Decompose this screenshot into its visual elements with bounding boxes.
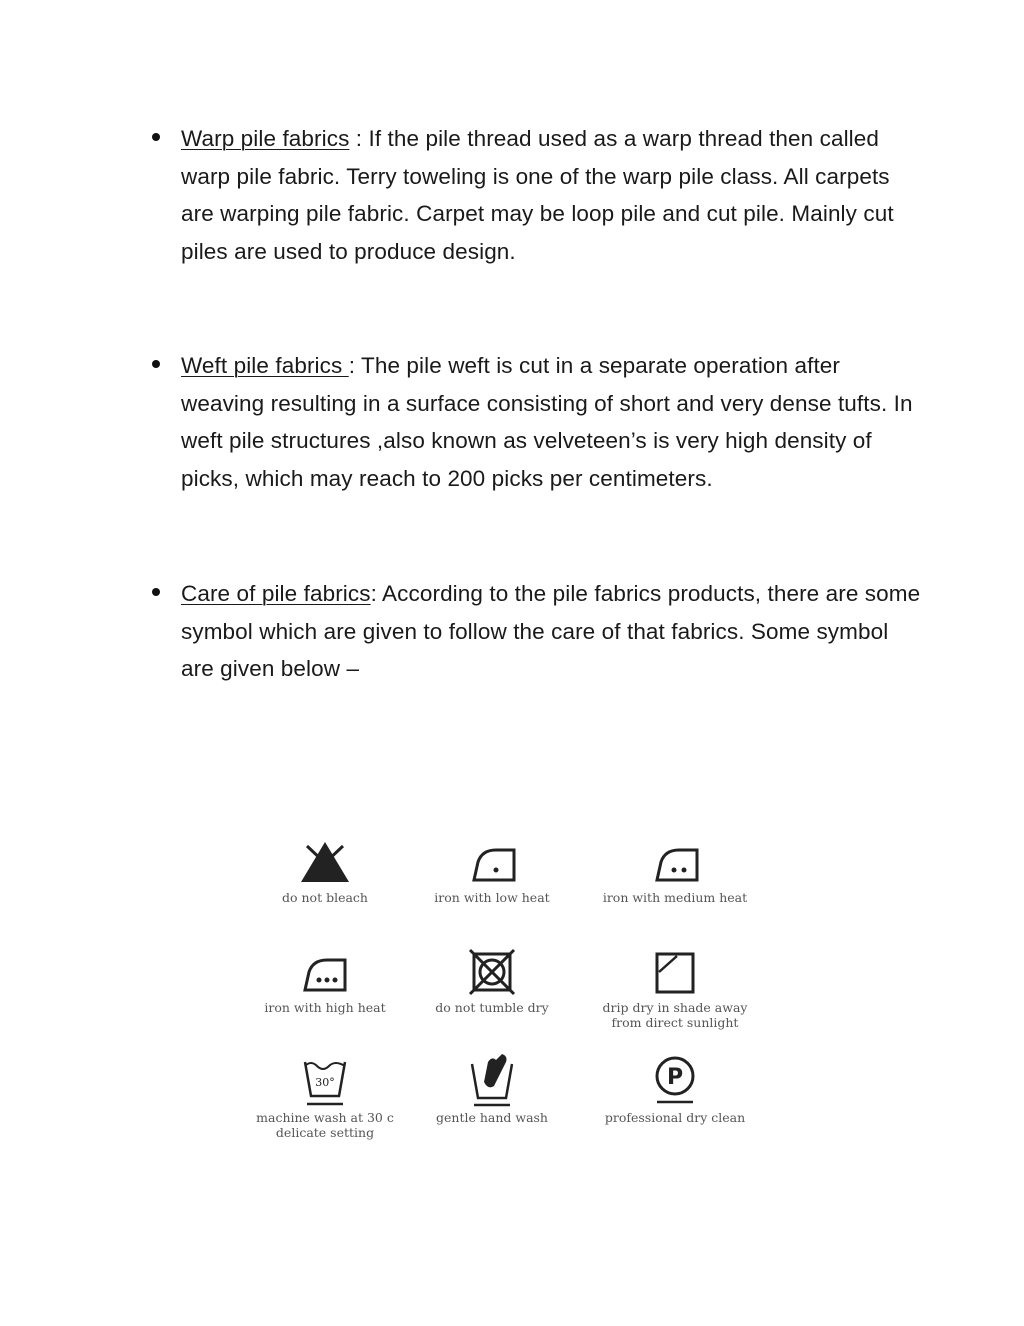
do-not-bleach-icon (295, 838, 355, 888)
symbol-label: do not tumble dry (435, 1000, 549, 1015)
item-heading: Care of pile fabrics (181, 581, 371, 606)
iron-low-heat-icon (462, 838, 522, 888)
symbol-label: iron with high heat (264, 1000, 386, 1015)
care-symbol (590, 948, 760, 1030)
bullet-icon (152, 133, 160, 141)
care-symbol (407, 1052, 577, 1125)
symbol-label: iron with low heat (434, 890, 550, 905)
gentle-hand-wash-icon (462, 1052, 522, 1108)
item-heading: Warp pile fabrics (181, 126, 350, 151)
symbol-label: drip dry in shade away from direct sunlight (602, 1000, 748, 1030)
list-item-care (152, 575, 922, 688)
iron-medium-heat-icon (645, 838, 705, 888)
iron-high-heat-icon (295, 948, 355, 998)
item-heading: Weft pile fabrics (181, 353, 349, 378)
care-symbol (590, 1052, 760, 1125)
care-symbol (240, 838, 410, 905)
item-text: : The pile weft is cut in a separate operation after weaving resulting in a surface consisting of short and very dense tufts. In weft pile structures ,also known as velveteen’s is very high density of picks, which may reach to 200 picks per centimeters. (181, 353, 913, 491)
item-text: : According to the pile fabrics products, there are some symbol which are given to follow the care of that fabrics. Some symbol are given below – (181, 581, 921, 681)
care-symbols-figure (256, 830, 760, 1170)
symbol-label: professional dry clean (604, 1110, 746, 1125)
symbol-label: gentle hand wash (436, 1110, 548, 1125)
care-symbol (407, 838, 577, 905)
do-not-tumble-dry-icon (462, 948, 522, 998)
care-symbol (407, 948, 577, 1015)
machine-wash-30-icon (295, 1052, 355, 1108)
care-symbol (240, 948, 410, 1015)
professional-dry-clean-icon (645, 1052, 705, 1108)
paragraph (181, 575, 922, 688)
symbol-label: iron with medium heat (602, 890, 748, 905)
list-item-weft-pile (152, 347, 922, 497)
drip-dry-shade-icon (645, 948, 705, 998)
list-item-warp-pile (152, 120, 922, 270)
bullet-icon (152, 588, 160, 596)
symbol-label: do not bleach (282, 890, 368, 905)
paragraph (181, 120, 922, 270)
care-symbol (240, 1052, 410, 1140)
item-text: : If the pile thread used as a warp thread then called warp pile fabric. Terry toweling is one of the warp pile class. All carpets are warping pile fabric. Carpet may be loop pile and cut pile. Mainly cut piles are used to produce design. (181, 126, 894, 264)
symbol-label: machine wash at 30 c delicate setting (256, 1110, 394, 1140)
bullet-icon (152, 360, 160, 368)
dry-clean-letter: P (666, 1065, 684, 1090)
paragraph (181, 347, 922, 497)
care-symbol (590, 838, 760, 905)
wash-temperature: 30° (315, 1076, 335, 1089)
